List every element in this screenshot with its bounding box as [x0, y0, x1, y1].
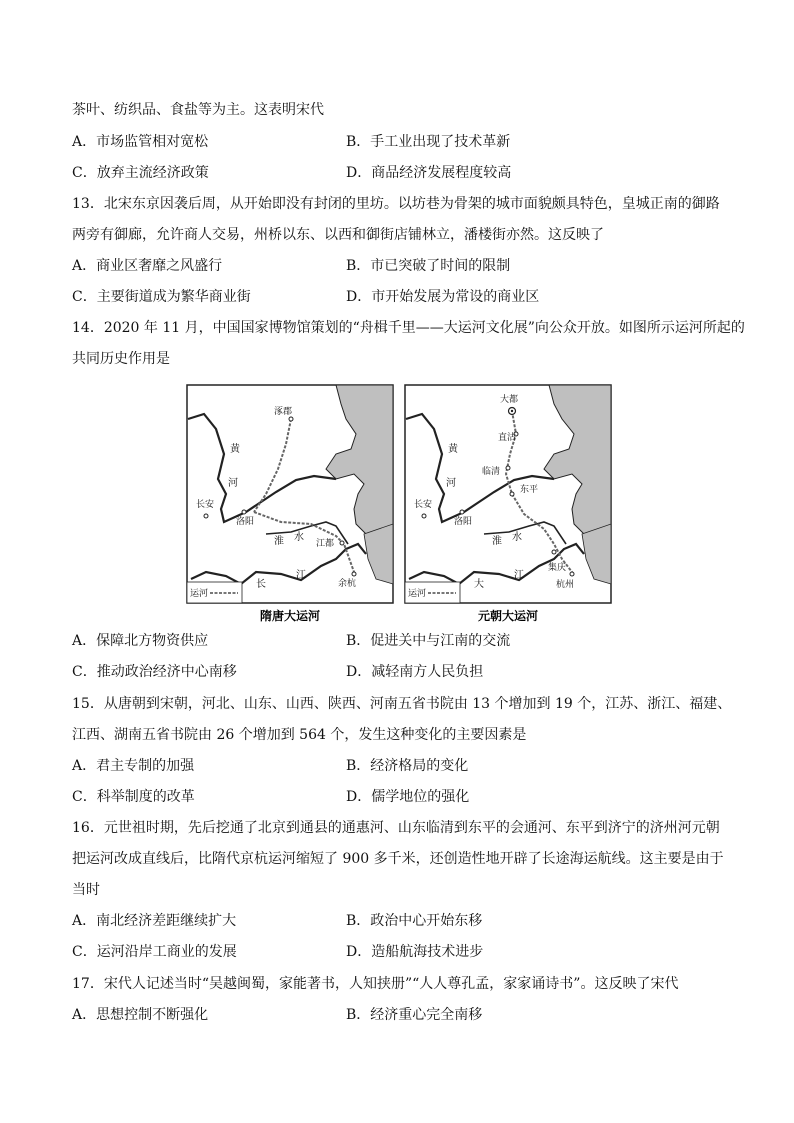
label-river-huai-1: 淮	[274, 536, 284, 547]
q14-option-b[interactable]: B．促进关中与江南的交流	[346, 633, 511, 649]
label-luoyang-1: 洛阳	[236, 517, 255, 527]
map-yuan-svg	[404, 384, 612, 626]
label-dadu: 大都	[500, 395, 519, 405]
label-zhigu: 直沽	[498, 433, 517, 443]
legend-label-1: 运河	[190, 589, 209, 599]
label-changan-1: 长安	[196, 500, 215, 510]
q15-option-c[interactable]: C．科举制度的改革	[72, 789, 195, 805]
legend-label-2: 运河	[408, 589, 427, 599]
question-14-stem-line-2: 共同历史作用是	[72, 351, 170, 367]
label-river-he-1: 河	[228, 478, 238, 489]
question-16-stem-line-1: 16．元世祖时期，先后挖通了北京到通县的通惠河、山东临清到东平的会通河、东平到济宁的济州河元朝	[72, 820, 720, 836]
map-yuan-grand-canal	[404, 384, 612, 626]
label-changan-2: 长安	[414, 500, 433, 510]
q13-option-b[interactable]: B．市已突破了时间的限制	[346, 258, 511, 274]
label-river-jiang-1: 江	[296, 570, 306, 581]
question-16-stem-line-2: 把运河改成直线后，比隋代京杭运河缩短了 900 多千米，还创造性地开辟了长途海运航线。这主要是由于	[72, 851, 724, 867]
label-river-huang-1: 黄	[230, 444, 240, 455]
label-river-huang-2: 黄	[448, 444, 458, 455]
question-13-stem-line-2: 两旁有御廊，允许商人交易，州桥以东、以西和御街店铺林立，潘楼街亦然。这反映了	[72, 227, 604, 243]
label-zhuojun: 涿郡	[274, 407, 293, 417]
q16-option-d[interactable]: D．造船航海技术进步	[346, 944, 484, 960]
label-river-huai-2: 淮	[492, 536, 502, 547]
q15-option-a[interactable]: A．君主专制的加强	[72, 758, 195, 774]
question-16-stem-line-3: 当时	[72, 882, 100, 898]
q13-option-d[interactable]: D．市开始发展为常设的商业区	[346, 289, 540, 305]
label-linqing: 临清	[482, 467, 501, 477]
label-dongping: 东平	[520, 485, 539, 495]
q15-option-d[interactable]: D．儒学地位的强化	[346, 789, 470, 805]
q12-option-a[interactable]: A．市场监管相对宽松	[72, 134, 209, 150]
q13-option-a[interactable]: A．商业区奢靡之风盛行	[72, 258, 223, 274]
q16-option-b[interactable]: B．政治中心开始东移	[346, 913, 483, 929]
question-12-stem-end: 茶叶、纺织品、食盐等为主。这表明宋代	[72, 102, 324, 118]
label-jiangdu: 江都	[316, 539, 335, 549]
q14-option-d[interactable]: D．减轻南方人民负担	[346, 664, 484, 680]
map-sui-tang-svg	[186, 384, 394, 626]
q15-option-b[interactable]: B．经济格局的变化	[346, 758, 469, 774]
map-caption-yuan: 元朝大运河	[477, 609, 539, 623]
q17-option-a[interactable]: A．思想控制不断强化	[72, 1007, 209, 1023]
label-river-shui-2: 水	[512, 532, 522, 543]
map-sui-tang-grand-canal	[186, 384, 394, 626]
question-15-stem-line-2: 江西、湖南五省书院由 26 个增加到 564 个，发生这种变化的主要因素是	[72, 727, 527, 743]
q12-option-c[interactable]: C．放弃主流经济政策	[72, 165, 209, 181]
q16-option-a[interactable]: A．南北经济差距继续扩大	[72, 913, 237, 929]
question-15-stem-line-1: 15．从唐朝到宋朝，河北、山东、山西、陕西、河南五省书院由 13 个增加到 19 个，江苏、浙江、福建、	[72, 696, 732, 712]
label-river-jiang-2: 江	[514, 570, 524, 581]
map-caption-sui-tang: 隋唐大运河	[259, 609, 321, 623]
label-hangzhou: 杭州	[556, 580, 575, 590]
q16-option-c[interactable]: C．运河沿岸工商业的发展	[72, 944, 237, 960]
q12-option-d[interactable]: D．商品经济发展程度较高	[346, 165, 512, 181]
label-river-he-2: 河	[446, 478, 456, 489]
q13-option-c[interactable]: C．主要街道成为繁华商业街	[72, 289, 251, 305]
q14-option-c[interactable]: C．推动政治经济中心南移	[72, 664, 237, 680]
question-14-stem-line-1: 14．2020 年 11 月，中国国家博物馆策划的“舟楫千里——大运河文化展”向公众开放。如图所示运河所起的	[72, 320, 745, 336]
label-jiqing: 集庆	[548, 563, 567, 573]
label-river-chang: 长	[256, 579, 266, 590]
question-13-stem-line-1: 13．北宋东京因袭后周，从开始即没有封闭的里坊。以坊巷为骨架的城市面貌颇具特色，皇城正南的御路	[72, 196, 720, 212]
label-luoyang-2: 洛阳	[454, 517, 473, 527]
q14-option-a[interactable]: A．保障北方物资供应	[72, 633, 209, 649]
label-river-shui-1: 水	[294, 532, 304, 543]
label-yuhang: 余杭	[338, 579, 357, 589]
q12-option-b[interactable]: B．手工业出现了技术革新	[346, 134, 511, 150]
q17-option-b[interactable]: B．经济重心完全南移	[346, 1007, 483, 1023]
label-river-da: 大	[474, 579, 484, 590]
question-17-stem-line-1: 17．宋代人记述当时“吴越闽蜀，家能著书，人知挟册”“人人尊孔孟，家家诵诗书”。这反映了宋代	[72, 976, 679, 992]
